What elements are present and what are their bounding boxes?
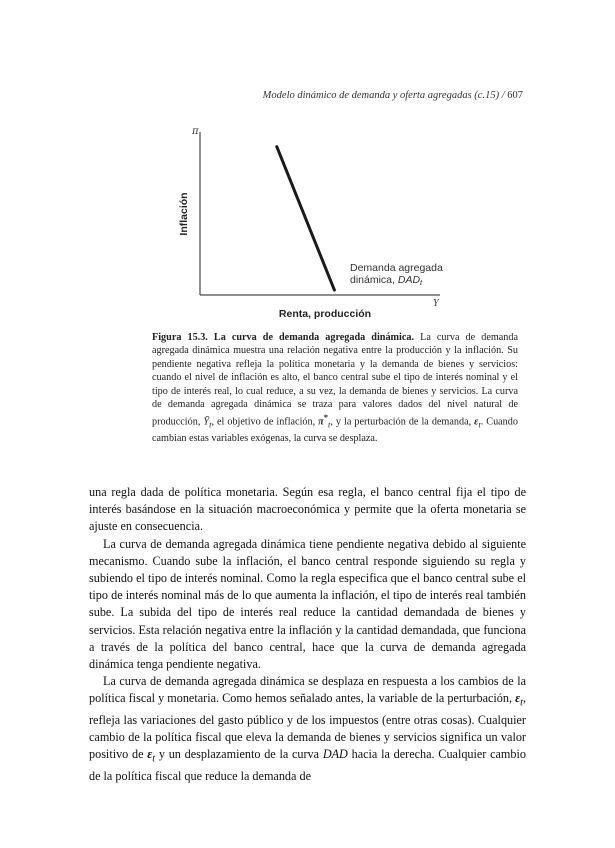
figure-caption xyxy=(152,331,518,446)
caption-sub-3: t xyxy=(478,419,481,430)
caption-text-3: , y la perturbación de la demanda, xyxy=(330,416,475,428)
dad-chart xyxy=(170,120,460,320)
dad-label-subscript: t xyxy=(420,278,423,287)
p3-text-b: , refleja las variaciones del gasto público y de los impuestos (entre otras cosas). Cualquier cambio de la política fiscal que eleva la demanda de bienes y servicios significa un valor positivo de xyxy=(89,691,526,762)
running-head-separator: / xyxy=(501,90,505,101)
paragraph-1: una regla dada de política monetaria. Según esa regla, el banco central fija el tipo de interés basándose en la situación macroeconómica y permite que la oferta monetaria se ajuste en consecuencia. xyxy=(89,485,526,534)
paragraph-2: La curva de demanda agregada dinámica tiene pendiente negativa debido al siguiente mecanismo. Cuando sube la inflación, el banco central responde siguiendo su regla y subiendo el tipo de interés nominal. Como la regla especifica que el banco central sube el tipo de interés nominal más de lo que aumenta la inflación, el tipo de interés real también sube. La subida del tipo de interés real reduce la cantidad demandada de bienes y servicios. Esta relación negativa entre la inflación y la cantidad demandada, que funciona a través de la política del banco central, hace que la curva de demanda agregada dinámica tenga pendiente negativa. xyxy=(89,536,526,672)
p3-dad-symbol: DAD xyxy=(322,747,348,762)
caption-symbol-epsilon: ε xyxy=(474,416,479,428)
caption-symbol-ybar: Ȳ xyxy=(203,416,210,428)
dad-label-prefix: dinámica, xyxy=(350,274,398,286)
caption-sub-1: t xyxy=(209,419,212,430)
caption-label: Figura 15.3. La curva de demanda agregada dinámica. xyxy=(152,332,415,343)
p3-symbol-epsilon-2: ε xyxy=(147,747,153,762)
caption-text-4: . Cuando cambian estas variables exógenas, la curva se desplaza. xyxy=(152,416,518,445)
dad-curve xyxy=(277,147,335,290)
running-title: Modelo dinámico de demanda y oferta agregadas (c.15) xyxy=(262,90,500,101)
paragraph-3 xyxy=(89,673,526,785)
caption-symbol-pi: π xyxy=(318,416,324,428)
caption-text-1: La curva de demanda agregada dinámica muestra una relación negativa entre la producción y la inflación. Su pendiente negativa refleja la política monetaria y la demanda de bienes y servicios: cuando el nivel de inflación es alto, el banco central sube el tipo de interés nominal y el tipo de interés real, lo cual reduce, a su vez, la demanda de bienes y servicios. La curva de demanda agregada dinámica se traza para valores dados del nivel natural de producción, xyxy=(152,332,518,428)
x-axis-symbol: Y xyxy=(433,298,439,309)
p3-sub-1: t xyxy=(520,697,523,709)
p3-symbol-epsilon-1: ε xyxy=(515,691,521,706)
running-head xyxy=(263,90,523,101)
y-axis-symbol: π xyxy=(192,126,199,137)
dad-label-symbol: DAD xyxy=(397,274,421,286)
caption-text-2: , el objetivo de inflación, xyxy=(211,416,319,428)
dad-label-line1: Demanda agregada xyxy=(350,262,443,274)
caption-sup-2: * xyxy=(323,412,328,423)
p3-sub-2: t xyxy=(152,753,156,765)
p3-text-a: La curva de demanda agregada dinámica se desplaza en respuesta a los cambios de la política fiscal y monetaria. Como hemos señalado antes, la variable de la perturbación, xyxy=(89,674,526,706)
y-axis-label: Inflación xyxy=(178,192,190,236)
page-number: 607 xyxy=(507,90,523,101)
x-axis-label: Renta, producción xyxy=(278,308,372,320)
body-text xyxy=(89,484,526,785)
caption-sub-2: t xyxy=(327,419,331,430)
p3-text-c: y un desplazamiento de la curva xyxy=(155,747,323,762)
p3-text-d: hacia la derecha. Cualquier cambio de la política fiscal que reduce la demanda de xyxy=(89,747,526,784)
dad-label-line2 xyxy=(350,274,423,287)
